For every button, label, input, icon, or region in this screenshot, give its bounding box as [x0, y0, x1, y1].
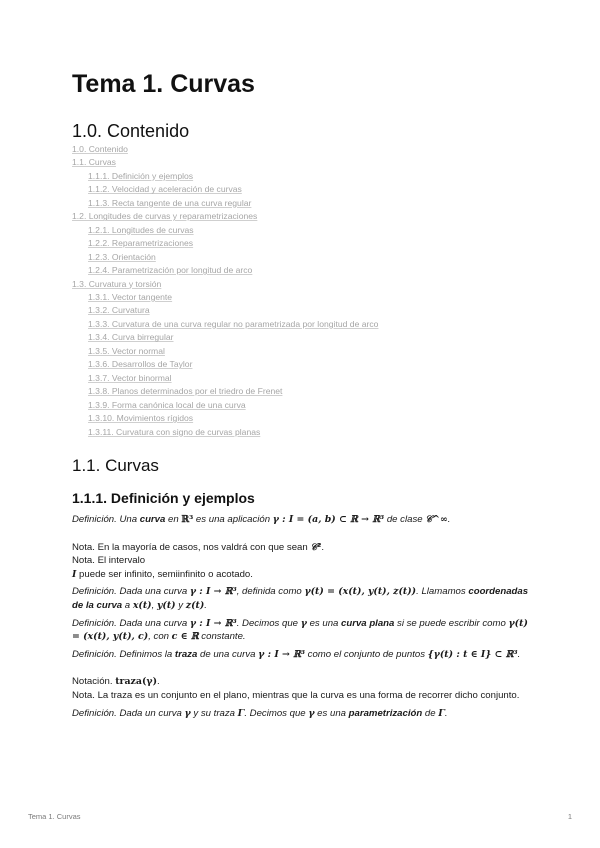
toc-link[interactable]: 1.3. Curvatura y torsión [72, 278, 162, 289]
note-intervalo-cont [72, 568, 532, 582]
toc-item [72, 264, 378, 277]
toc-item [72, 224, 378, 237]
toc-item [72, 170, 378, 183]
math-expression: c ∈ ℝ [171, 631, 199, 643]
text-run: . [157, 676, 160, 688]
text-run: , [151, 599, 157, 611]
definition-traza [72, 648, 532, 662]
toc-item [72, 278, 378, 291]
body-text [72, 513, 532, 720]
toc-link[interactable]: 1.3.9. Forma canónica local de una curva [88, 399, 246, 410]
text-run: de clase [384, 514, 426, 525]
math-expression: γ(t) = (x(t), y(t), z(t)) [304, 586, 417, 598]
text-run: Definición. Dada un curva [72, 707, 185, 719]
toc-item [72, 331, 378, 344]
toc-item [72, 156, 378, 169]
subsection-heading: 1.1.1. Definición y ejemplos [72, 490, 255, 506]
text-run: constante. [198, 631, 246, 643]
math-expression: γ : I → ℝ³ [258, 648, 305, 660]
text-run: a [122, 599, 133, 611]
text-run: Definición. Una [72, 514, 140, 525]
text-run: de una curva [197, 648, 259, 660]
page-title: Tema 1. Curvas [72, 70, 255, 98]
math-expression: traza(γ) [115, 676, 158, 688]
toc-link[interactable]: 1.2.4. Parametrización por longitud de arco [88, 265, 253, 276]
toc-link[interactable]: 1.0. Contenido [72, 144, 128, 154]
toc-item [72, 291, 378, 304]
toc-link[interactable]: 1.3.3. Curvatura de una curva regular no parametrizada por longitud de arco [88, 318, 379, 329]
text-run: si se puede escribir como [394, 617, 509, 629]
text-run: Notación. [72, 676, 116, 688]
text-run: de [422, 707, 439, 719]
text-run: es una [314, 707, 349, 719]
toc-item [72, 399, 378, 412]
text-run: . [321, 541, 325, 553]
math-expression: 𝒞^∞ [425, 514, 448, 525]
math-expression: γ [308, 707, 315, 719]
defined-term: traza [174, 648, 198, 660]
definition-curva-plana [72, 617, 532, 644]
toc-link[interactable]: 1.1.3. Recta tangente de una curva regular [88, 197, 252, 208]
toc-link[interactable]: 1.2.3. Orientación [88, 251, 156, 262]
toc-item [72, 345, 378, 358]
note-traza: Nota. La traza es un conjunto en el plano, mientras que la curva es una forma de recorrer dicho conjunto. [72, 689, 520, 701]
toc-link[interactable]: 1.1.2. Velocidad y aceleración de curvas [88, 184, 242, 195]
math-expression: I [72, 568, 77, 580]
text-run: . [517, 648, 521, 660]
toc-item [72, 412, 378, 425]
math-expression: y(t) [156, 599, 176, 611]
text-run: . Decimos que [236, 617, 301, 629]
math-expression: {γ(t) : t ∈ I} ⊂ ℝ³ [427, 648, 518, 660]
toc-link[interactable]: 1.1.1. Definición y ejemplos [88, 170, 194, 181]
note-intervalo: Nota. El intervalo [72, 555, 146, 567]
section-heading: 1.1. Curvas [72, 456, 159, 475]
notation-traza [72, 675, 532, 689]
toc-item [72, 197, 378, 210]
text-run: en [165, 514, 182, 525]
toc-item [72, 304, 378, 317]
footer-title: Tema 1. Curvas [28, 812, 81, 821]
math-expression: Γ [237, 707, 245, 719]
text-run: , con [148, 631, 172, 643]
toc-link[interactable]: 1.3.10. Movimientos rígidos [88, 413, 194, 424]
text-run: Definición. Dada una curva [72, 586, 190, 598]
math-expression: Γ [438, 707, 445, 719]
note-c2 [72, 541, 532, 555]
text-run: . [444, 707, 448, 719]
math-expression: x(t) [132, 599, 152, 611]
text-run: Nota. En la mayoría de casos, nos valdrá con que sean [72, 541, 311, 553]
text-run: . [447, 514, 451, 525]
toc-item [72, 426, 378, 439]
toc-item [72, 318, 378, 331]
toc-item [72, 183, 378, 196]
text-run: . Llamamos [416, 586, 469, 598]
math-expression: z(t) [185, 599, 205, 611]
toc-item [72, 210, 378, 223]
toc-item [72, 237, 378, 250]
math-expression: γ : I = (a, b) ⊂ ℝ → ℝ³ [272, 514, 385, 525]
toc-link[interactable]: 1.3.6. Desarrollos de Taylor [88, 359, 193, 370]
defined-term: parametrización [348, 707, 423, 719]
toc-link[interactable]: 1.3.8. Planos determinados por el triedro de Frenet [88, 386, 283, 397]
toc-link[interactable]: 1.3.7. Vector binormal [88, 372, 172, 383]
toc-link[interactable]: 1.1. Curvas [72, 157, 116, 168]
contents-heading: 1.0. Contenido [72, 121, 190, 141]
text-run: Definición. Dada una curva [72, 617, 190, 629]
table-of-contents [72, 143, 378, 439]
math-expression: γ : I → ℝ³ [189, 586, 237, 598]
math-expression: ℝ³ [181, 514, 194, 525]
toc-item [72, 358, 378, 371]
math-expression: γ(t) = (x(t), y(t), c) [72, 617, 528, 643]
toc-link[interactable]: 1.3.1. Vector tangente [88, 291, 173, 302]
toc-link[interactable]: 1.2.1. Longitudes de curvas [88, 224, 194, 235]
toc-link[interactable]: 1.3.2. Curvatura [88, 305, 150, 316]
math-expression: γ [184, 707, 191, 719]
text-run: y su traza [190, 707, 238, 719]
text-run: Definición. Definimos la [72, 648, 175, 660]
text-run: y [175, 599, 186, 611]
page-number: 1 [567, 812, 572, 821]
toc-item [72, 372, 378, 385]
math-expression: 𝒞² [310, 541, 322, 553]
toc-link[interactable]: 1.3.4. Curva birregular [88, 332, 174, 343]
definition-parametrizacion [72, 707, 532, 721]
text-run: como el conjunto de puntos [304, 648, 428, 660]
toc-item [72, 385, 378, 398]
toc-link[interactable]: 1.3.5. Vector normal [88, 345, 165, 356]
toc-item [72, 251, 378, 264]
text-run: es una [306, 617, 342, 629]
definition-curva [72, 513, 532, 527]
defined-term: curva [139, 514, 166, 525]
text-run: . [204, 599, 207, 611]
toc-link[interactable]: 1.2. Longitudes de curvas y reparametrizaciones [72, 211, 258, 222]
defined-term: curva plana [341, 617, 395, 629]
toc-link[interactable]: 1.2.2. Reparametrizaciones [88, 238, 194, 249]
math-expression: γ : I → ℝ³ [189, 617, 237, 629]
text-run: , definida como [236, 586, 305, 598]
toc-item [72, 143, 378, 156]
definition-coordenadas [72, 585, 532, 612]
math-expression: γ [300, 617, 307, 629]
text-run: . Decimos que [244, 707, 309, 719]
text-run: puede ser infinito, semiinfinito o acotado. [76, 568, 253, 580]
defined-term: coordenadas de la curva [72, 586, 529, 611]
toc-link[interactable]: 1.3.11. Curvatura con signo de curvas planas [88, 426, 261, 437]
text-run: es una aplicación [193, 514, 273, 525]
